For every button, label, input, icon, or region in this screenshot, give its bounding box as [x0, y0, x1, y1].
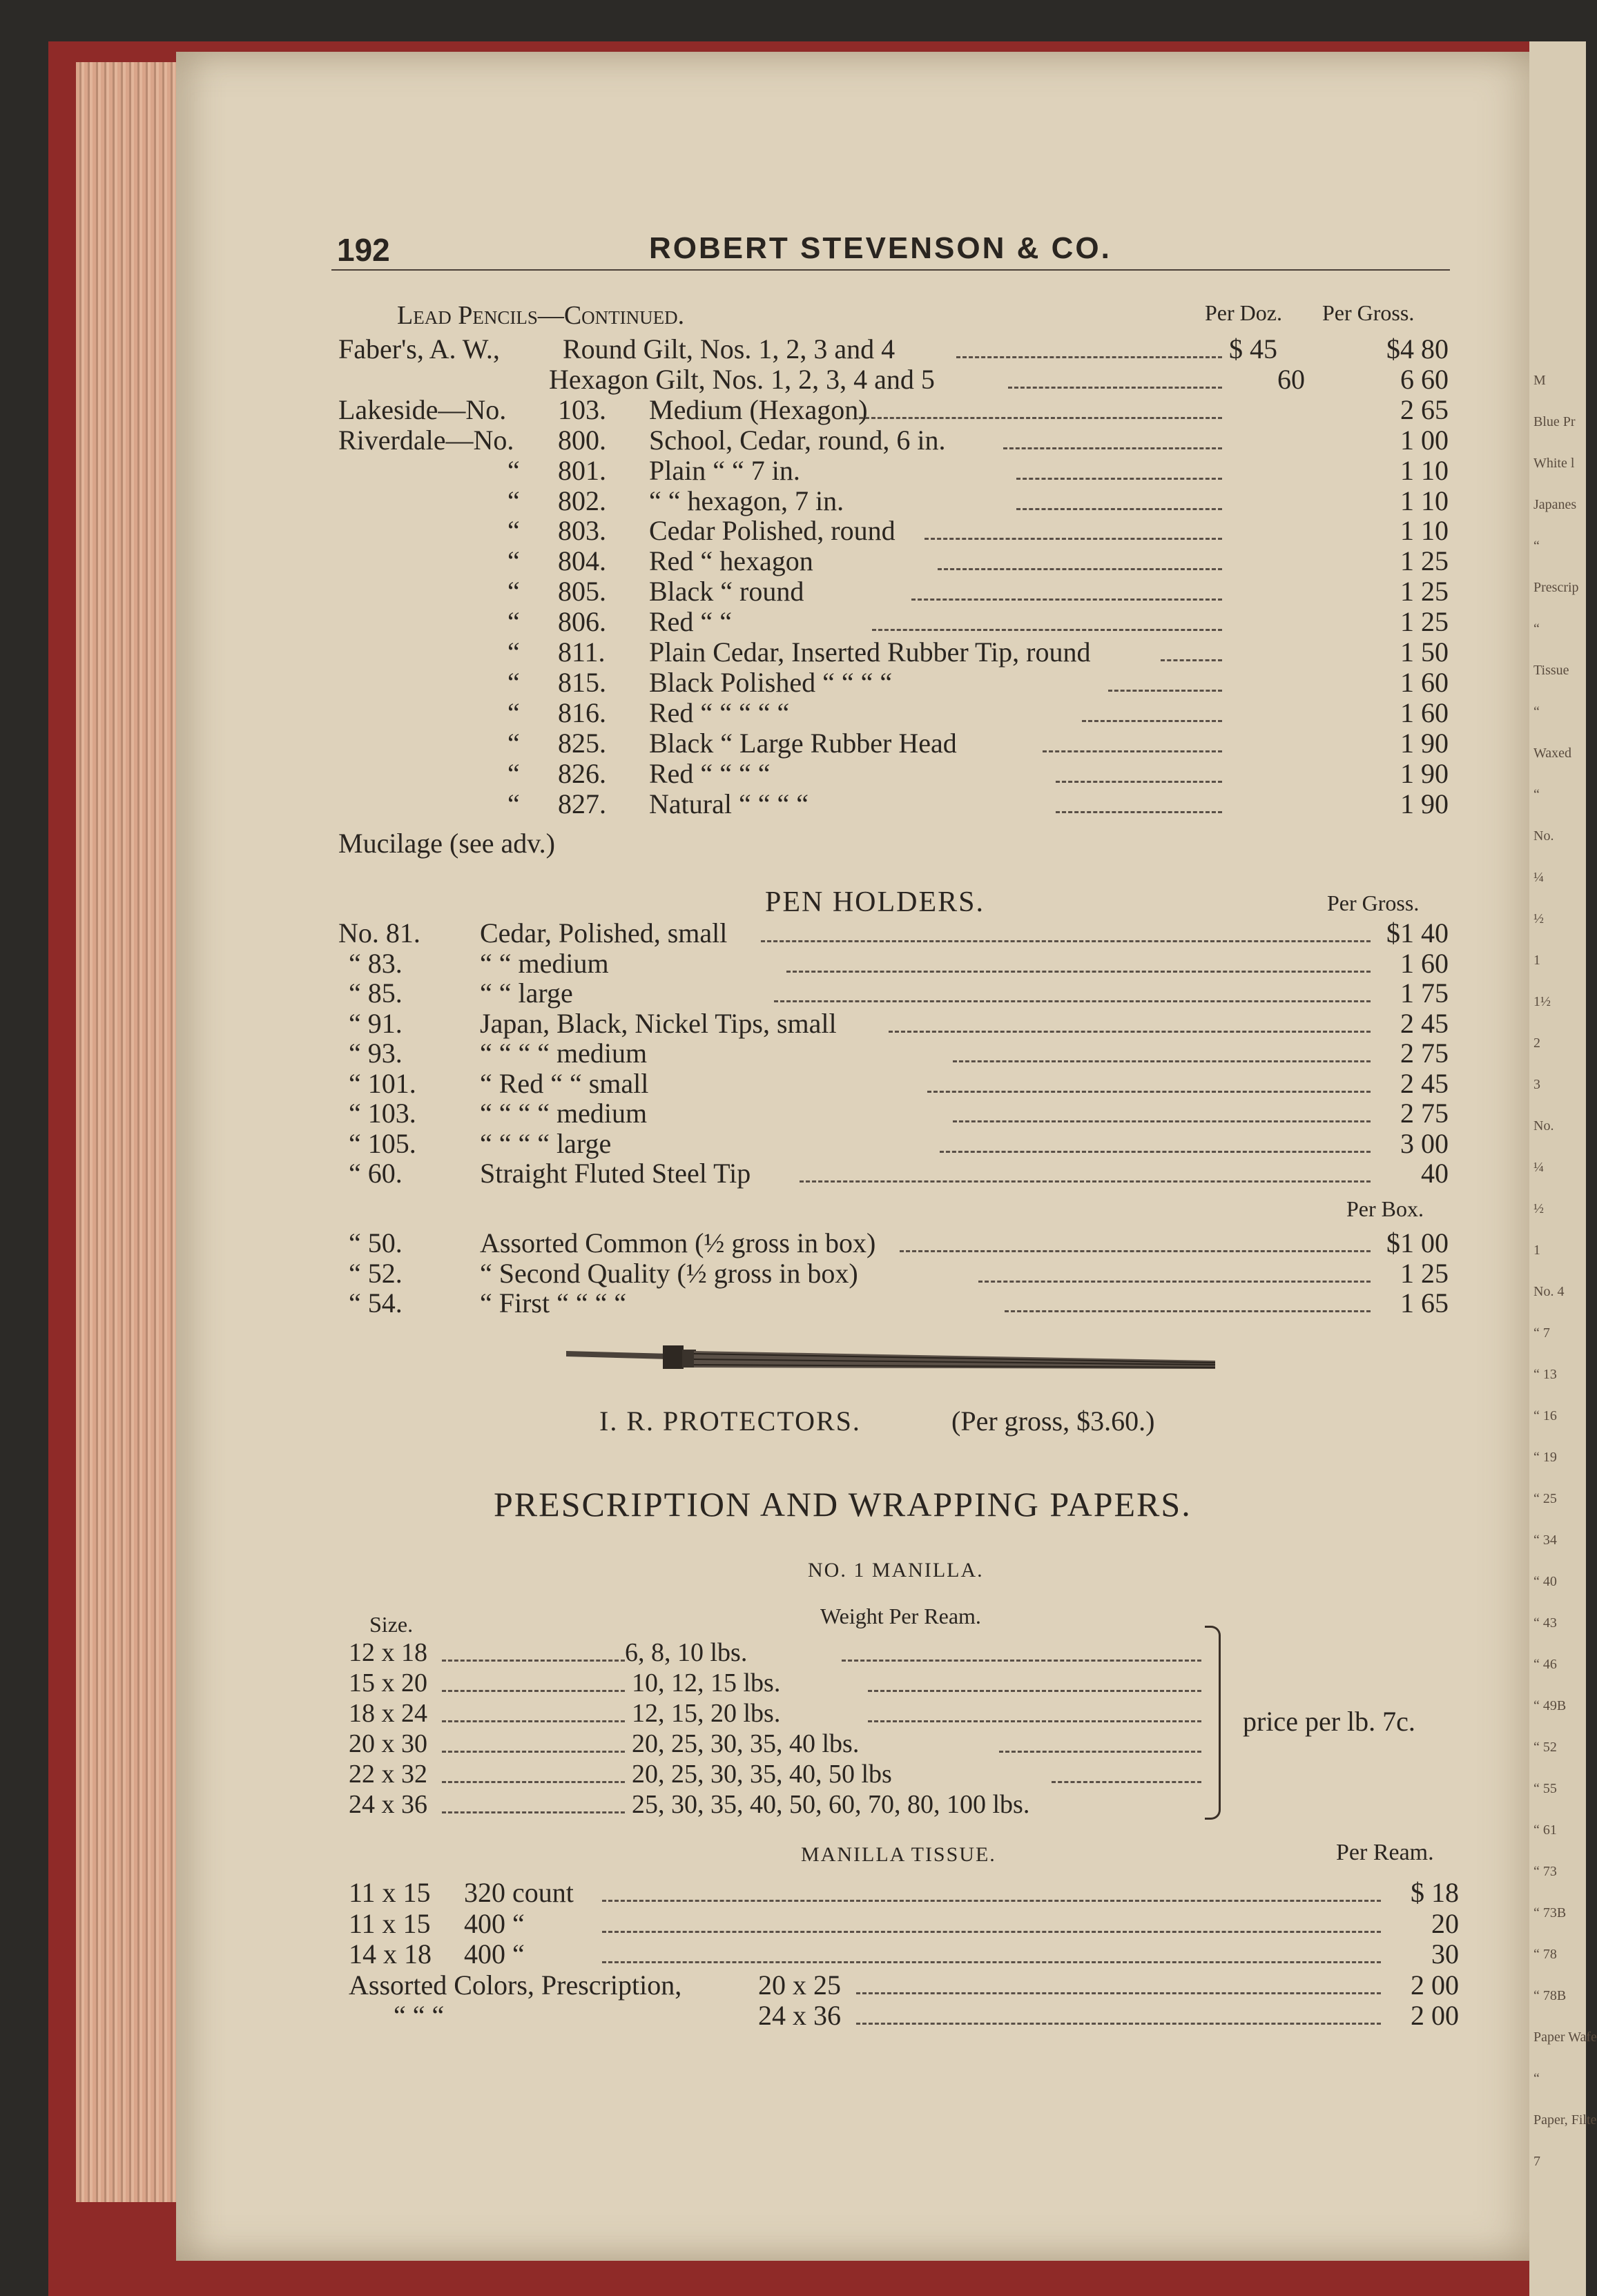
pencil-price-gross: 1 60 [1400, 666, 1449, 698]
leader-dots [856, 1992, 1381, 1994]
weight-label: Weight Per Ream. [820, 1604, 981, 1628]
leader-dots [1003, 447, 1222, 449]
tissue-sheet-size: 20 x 25 [758, 1969, 841, 2001]
header-rule [331, 269, 1450, 271]
facing-page-fragment: “ 7 [1533, 1325, 1550, 1341]
facing-page-fragment: “ 49B [1533, 1698, 1567, 1713]
tissue-count: 400 “ [464, 1938, 525, 1969]
leader-dots [442, 1660, 625, 1662]
leader-dots [868, 1720, 1201, 1722]
pencil-brand: “ [507, 454, 520, 486]
col-per-box: Per Box. [1346, 1196, 1424, 1221]
pencil-description: Red “ “ “ “ “ [649, 697, 790, 728]
pencil-brand: “ [507, 576, 520, 607]
pencil-brand: “ [507, 515, 520, 547]
pencil-price-gross: 1 00 [1400, 424, 1449, 456]
facing-page-fragment: Waxed [1533, 746, 1572, 761]
pencil-brand: “ [507, 727, 520, 759]
tissue-size: Assorted Colors, Prescription, [349, 1969, 682, 2001]
facing-page-fragment: “ 34 [1533, 1533, 1557, 1548]
facing-page-fragment: Paper Wafe [1533, 2030, 1597, 2045]
pen-holder-number: No. 81. [338, 917, 420, 948]
leader-dots [953, 1120, 1371, 1122]
leader-dots [927, 1091, 1371, 1093]
pencil-number: 816. [558, 697, 606, 728]
pencil-description: Hexagon Gilt, Nos. 1, 2, 3, 4 and 5 [549, 363, 935, 395]
pencil-description: Medium (Hexagon) [649, 393, 868, 425]
pen-box-number: “ 54. [349, 1287, 403, 1319]
pencil-number: 826. [558, 757, 606, 789]
protectors-price: (Per gross, $3.60.) [951, 1405, 1155, 1437]
pencil-price-gross: 1 90 [1400, 727, 1449, 759]
leader-dots [925, 538, 1222, 540]
facing-page-fragment: White l [1533, 456, 1575, 471]
facing-page [1529, 41, 1597, 2296]
pen-holder-description: Straight Fluted Steel Tip [480, 1158, 751, 1189]
pencil-price-gross: 1 60 [1400, 697, 1449, 728]
pencil-number: 805. [558, 576, 606, 607]
facing-page-fragment: “ [1533, 704, 1540, 719]
paper-size: 15 x 20 [349, 1669, 427, 1697]
facing-page-fragment: “ 78B [1533, 1988, 1567, 2003]
leader-dots [442, 1811, 625, 1813]
leader-dots [800, 1180, 1371, 1183]
tissue-size: 11 x 15 [349, 1877, 431, 1908]
pencil-description: Cedar Polished, round [649, 515, 896, 547]
leader-dots [956, 356, 1222, 358]
leader-dots [774, 1000, 1371, 1002]
col-per-gross: Per Gross. [1322, 300, 1415, 325]
facing-page-fragment: M [1533, 373, 1546, 388]
facing-page-fragment: 2 [1533, 1035, 1540, 1051]
pencil-description: Red “ “ [649, 606, 732, 638]
pencil-brand: “ [507, 545, 520, 577]
papers-title: PRESCRIPTION AND WRAPPING PAPERS. [494, 1485, 1192, 1524]
pencil-brand: Riverdale—No. [338, 424, 514, 456]
pen-holder-number: “ 101. [349, 1067, 416, 1099]
pencil-price-gross: 1 90 [1400, 788, 1449, 819]
pencil-brand: “ [507, 666, 520, 698]
pencil-brand: Faber's, A. W., [338, 333, 500, 364]
pen-box-price: 1 65 [1400, 1287, 1449, 1319]
tissue-price: $ 18 [1411, 1877, 1459, 1908]
pencil-description: “ “ hexagon, 7 in. [649, 485, 844, 516]
tissue-size: “ “ “ [394, 2000, 445, 2031]
leader-dots [856, 2023, 1381, 2025]
pencil-number: 804. [558, 545, 606, 577]
pen-holders-title: PEN HOLDERS. [765, 886, 985, 918]
pen-box-price: $1 00 [1386, 1227, 1449, 1258]
pen-holder-price: 40 [1421, 1158, 1449, 1189]
facing-page-fragment: “ 52 [1533, 1740, 1557, 1755]
facing-page-fragment: 3 [1533, 1077, 1540, 1092]
pencil-description: Plain Cedar, Inserted Rubber Tip, round [649, 636, 1091, 668]
facing-page-fragment: “ 46 [1533, 1657, 1557, 1672]
tissue-size: 14 x 18 [349, 1938, 432, 1969]
pencil-brand: “ [507, 485, 520, 516]
pencil-description: Plain “ “ 7 in. [649, 454, 800, 486]
pen-holder-price: 2 45 [1400, 1007, 1449, 1039]
facing-page-fragment: “ 13 [1533, 1367, 1557, 1382]
pen-holder-price: 3 00 [1400, 1127, 1449, 1159]
paper-size: 22 x 32 [349, 1760, 427, 1789]
facing-page-fragment: “ 73B [1533, 1905, 1567, 1920]
pencil-price-gross: 1 25 [1400, 576, 1449, 607]
facing-page-fragment: ¼ [1533, 1160, 1544, 1175]
facing-page-fragment: “ 78 [1533, 1947, 1557, 1962]
facing-page-fragment: Blue Pr [1533, 414, 1576, 429]
facing-page-fragment: “ 40 [1533, 1574, 1557, 1589]
leader-dots [842, 1660, 1201, 1662]
pencil-number: 825. [558, 727, 606, 759]
mucilage-note: Mucilage (see adv.) [338, 828, 555, 859]
price-per-lb: price per lb. 7c. [1243, 1706, 1415, 1737]
pencil-description: Red “ “ “ “ [649, 757, 771, 789]
leader-dots [786, 971, 1371, 973]
leader-dots [1005, 1310, 1371, 1312]
leader-dots [978, 1281, 1371, 1283]
pencil-description: School, Cedar, round, 6 in. [649, 424, 946, 456]
facing-page-fragment: “ 43 [1533, 1615, 1557, 1631]
pencil-number: 801. [558, 454, 606, 486]
facing-page-fragment: Japanes [1533, 497, 1577, 512]
tissue-count: 320 count [464, 1877, 574, 1908]
pen-box-description: “ First “ “ “ “ [480, 1287, 627, 1319]
pencil-description: Natural “ “ “ “ [649, 788, 809, 819]
facing-page-fragment: “ [1533, 2071, 1540, 2086]
facing-page-fragment: Prescrip [1533, 580, 1579, 595]
tissue-price: 2 00 [1411, 2000, 1459, 2031]
pencil-price-gross: $4 80 [1386, 333, 1449, 364]
tissue-size: 11 x 15 [349, 1907, 431, 1939]
pencil-price-doz: $ 45 [1229, 333, 1277, 364]
facing-page-fragment: No. [1533, 1118, 1554, 1134]
facing-page-fragment: “ 19 [1533, 1450, 1557, 1465]
paper-weights: 20, 25, 30, 35, 40, 50 lbs [632, 1760, 892, 1789]
pen-holder-price: 1 75 [1400, 977, 1449, 1009]
pen-holder-number: “ 103. [349, 1098, 416, 1129]
pen-box-price: 1 25 [1400, 1257, 1449, 1289]
pen-box-description: “ Second Quality (½ gross in box) [480, 1257, 858, 1289]
pen-holder-description: “ Red “ “ small [480, 1067, 649, 1099]
leader-dots [1016, 508, 1222, 510]
publisher-heading: ROBERT STEVENSON & CO. [649, 231, 1112, 265]
tissue-price: 2 00 [1411, 1969, 1459, 2001]
leader-dots [1161, 659, 1222, 661]
pencil-number: 803. [558, 515, 606, 547]
facing-page-fragment: “ 61 [1533, 1822, 1557, 1838]
pen-holder-number: “ 105. [349, 1127, 416, 1159]
tissue-price: 20 [1431, 1907, 1459, 1939]
pencil-price-gross: 1 25 [1400, 606, 1449, 638]
pen-box-number: “ 52. [349, 1257, 403, 1289]
leader-dots [442, 1751, 625, 1753]
leader-dots [999, 1751, 1201, 1753]
tissue-sheet-size: 24 x 36 [758, 2000, 841, 2031]
pencil-number: 806. [558, 606, 606, 638]
pencil-description: Round Gilt, Nos. 1, 2, 3 and 4 [563, 333, 896, 364]
tissue-title: MANILLA TISSUE. [801, 1843, 996, 1866]
pencil-number: 815. [558, 666, 606, 698]
pen-holder-number: “ 83. [349, 947, 403, 979]
pencil-brand: “ [507, 636, 520, 668]
paper-weights: 12, 15, 20 lbs. [632, 1699, 781, 1728]
pencil-price-gross: 1 25 [1400, 545, 1449, 577]
pen-holder-price: 2 75 [1400, 1098, 1449, 1129]
pen-holder-number: “ 93. [349, 1038, 403, 1069]
col-per-gross-pens: Per Gross. [1327, 891, 1420, 915]
pen-holder-number: “ 60. [349, 1158, 403, 1189]
leader-dots [940, 1151, 1371, 1153]
pencil-brand: “ [507, 788, 520, 819]
pencil-description: Black Polished “ “ “ “ [649, 666, 893, 698]
pencil-brand: “ [507, 606, 520, 638]
leader-dots [602, 1900, 1381, 1902]
leader-dots [1043, 750, 1222, 752]
leader-dots [953, 1060, 1371, 1062]
pencil-price-gross: 6 60 [1400, 363, 1449, 395]
pen-holder-number: “ 91. [349, 1007, 403, 1039]
pencil-number: 827. [558, 788, 606, 819]
pencil-description: Red “ hexagon [649, 545, 813, 577]
pen-holder-price: 1 60 [1400, 947, 1449, 979]
paper-size: 18 x 24 [349, 1699, 427, 1728]
pen-holder-price: 2 75 [1400, 1038, 1449, 1069]
tissue-count: 400 “ [464, 1907, 525, 1939]
facing-page-fragment: “ [1533, 538, 1540, 554]
pencil-number: 811. [558, 636, 606, 668]
leader-dots [442, 1781, 625, 1783]
pencil-description: Black “ Large Rubber Head [649, 727, 957, 759]
pen-holder-description: “ “ large [480, 977, 573, 1009]
leader-dots [938, 568, 1222, 570]
facing-page-fragment: Paper, Filte [1533, 2112, 1597, 2128]
pen-holder-description: “ “ medium [480, 947, 609, 979]
leader-dots [872, 629, 1222, 631]
pencil-number: 802. [558, 485, 606, 516]
paper-weights: 10, 12, 15 lbs. [632, 1669, 781, 1697]
lead-pencils-title: Lead Pencils—Continued. [397, 301, 685, 330]
leader-dots [1056, 781, 1222, 783]
leader-dots [1016, 478, 1222, 480]
pencil-description: Black “ round [649, 576, 804, 607]
col-per-doz: Per Doz. [1205, 300, 1282, 325]
pen-holder-description: “ “ “ “ medium [480, 1038, 648, 1069]
pencil-price-gross: 1 10 [1400, 515, 1449, 547]
pencil-brand: “ [507, 757, 520, 789]
manilla-title: NO. 1 MANILLA. [808, 1559, 984, 1582]
pencil-brand: Lakeside—No. [338, 393, 507, 425]
leader-dots [1082, 720, 1222, 722]
facing-page-fragment: Tissue [1533, 663, 1569, 678]
facing-page-fragment: 7 [1533, 2154, 1540, 2169]
facing-page-fragment: No. 4 [1533, 1284, 1565, 1299]
col-per-ream: Per Ream. [1336, 1840, 1434, 1865]
leader-dots [889, 1031, 1371, 1033]
pen-box-number: “ 50. [349, 1227, 403, 1258]
pen-holder-description: “ “ “ “ medium [480, 1098, 648, 1129]
paper-weights: 20, 25, 30, 35, 40 lbs. [632, 1729, 860, 1758]
leader-dots [911, 599, 1222, 601]
pen-box-description: Assorted Common (½ gross in box) [480, 1227, 876, 1258]
page-number: 192 [337, 232, 390, 268]
facing-page-fragment: “ 16 [1533, 1408, 1557, 1423]
protectors-caption: I. R. PROTECTORS. [599, 1405, 861, 1437]
facing-page-fragment: “ 73 [1533, 1864, 1557, 1879]
leader-dots [761, 940, 1371, 942]
leader-dots [1008, 387, 1222, 389]
pen-holder-price: 2 45 [1400, 1067, 1449, 1099]
leader-dots [868, 1690, 1201, 1692]
leader-dots [900, 1250, 1371, 1252]
facing-page-fragment: “ [1533, 787, 1540, 802]
leader-dots [1056, 811, 1222, 813]
leader-dots [1052, 1781, 1201, 1783]
pencil-price-gross: 1 90 [1400, 757, 1449, 789]
pencil-number: 800. [558, 424, 606, 456]
price-brace [1205, 1626, 1221, 1820]
leader-dots [1108, 690, 1222, 692]
pen-holder-price: $1 40 [1386, 917, 1449, 948]
leader-dots [442, 1690, 625, 1692]
pen-holder-description: Japan, Black, Nickel Tips, small [480, 1007, 837, 1039]
facing-page-fragment: 1 [1533, 953, 1540, 968]
facing-page-fragment: ¼ [1533, 870, 1544, 885]
leader-dots [602, 1961, 1381, 1963]
facing-page-fragment: “ 25 [1533, 1491, 1557, 1506]
pencil-price-gross: 2 65 [1400, 393, 1449, 425]
paper-size: 20 x 30 [349, 1729, 427, 1758]
pen-holder-description: Cedar, Polished, small [480, 917, 728, 948]
tissue-price: 30 [1431, 1938, 1459, 1969]
facing-page-fragment: “ 55 [1533, 1781, 1557, 1796]
facing-page-fragment: 1 [1533, 1243, 1540, 1258]
pencil-price-gross: 1 50 [1400, 636, 1449, 668]
facing-page-fragment: “ [1533, 621, 1540, 636]
pen-holder-illustration [566, 1336, 1215, 1391]
pen-holder-number: “ 85. [349, 977, 403, 1009]
size-label: Size. [369, 1612, 414, 1637]
leader-dots [442, 1720, 625, 1722]
page-edges [76, 62, 180, 2202]
pencil-price-gross: 1 10 [1400, 454, 1449, 486]
pen-holder-description: “ “ “ “ large [480, 1127, 612, 1159]
facing-page-fragment: ½ [1533, 1201, 1544, 1216]
paper-weights: 25, 30, 35, 40, 50, 60, 70, 80, 100 lbs. [632, 1790, 1030, 1819]
facing-page-fragment: ½ [1533, 911, 1544, 926]
pencil-number: 103. [558, 393, 606, 425]
pencil-brand: “ [507, 697, 520, 728]
facing-page-fragment: No. [1533, 828, 1554, 844]
paper-size: 12 x 18 [349, 1638, 427, 1667]
facing-page-fragment: 1½ [1533, 994, 1551, 1009]
paper-size: 24 x 36 [349, 1790, 427, 1819]
leader-dots [859, 417, 1222, 419]
pencil-price-gross: 1 10 [1400, 485, 1449, 516]
leader-dots [602, 1931, 1381, 1933]
pencil-price-doz: 60 [1277, 363, 1305, 395]
paper-weights: 6, 8, 10 lbs. [625, 1638, 748, 1667]
